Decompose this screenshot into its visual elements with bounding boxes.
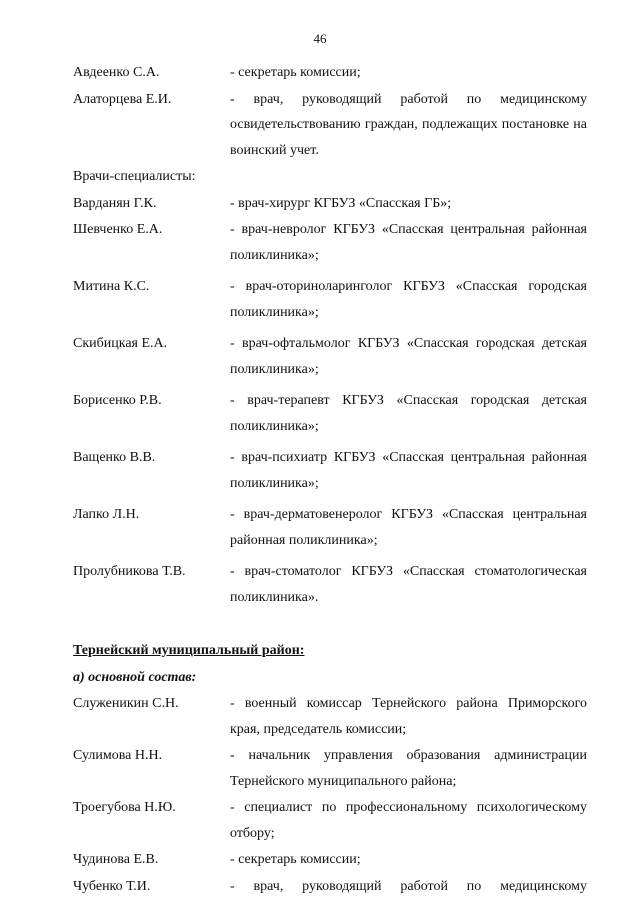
list-item (73, 331, 587, 382)
list-item (73, 191, 587, 217)
list-item (73, 559, 587, 610)
specialists-label: Врачи-специалисты: (73, 169, 196, 184)
member-name: Ващенко В.В. (73, 450, 156, 465)
list-item (73, 502, 587, 553)
member-name: Скибицкая Е.А. (73, 336, 168, 351)
page-content (73, 60, 587, 899)
list-item (73, 217, 587, 268)
list-item (73, 691, 587, 742)
list-item (73, 445, 587, 496)
member-role: - врач, руководящий работой по медицинскому (230, 878, 587, 894)
page-number: 46 (313, 31, 327, 46)
member-role: - врач-оториноларинголог КГБУЗ «Спасская городская поликлиника»; (230, 279, 587, 320)
member-name: Пролубникова Т.В. (73, 564, 186, 579)
member-role: - врач-невролог КГБУЗ «Спасская центральная районная поликлиника»; (230, 222, 587, 263)
member-role: - врач-дерматовенеролог КГБУЗ «Спасская центральная районная поликлиника»; (230, 507, 587, 548)
member-role: - начальник управления образования администрации Тернейского муниципального района; (230, 748, 587, 789)
member-name: Чудинова Е.В. (73, 852, 159, 867)
member-name: Алаторцева Е.И. (73, 91, 172, 107)
list-item (73, 87, 587, 164)
member-name: Митина К.С. (73, 279, 150, 294)
member-role: - врач-хирург КГБУЗ «Спасская ГБ»; (230, 195, 452, 211)
member-name: Служеникин С.Н. (73, 696, 179, 711)
member-role: - врач-офтальмолог КГБУЗ «Спасская городская детская поликлиника»; (230, 336, 587, 377)
subsection-heading: а) основной состав: (73, 669, 197, 685)
member-role: - врач, руководящий работой по медицинскому освидетельствованию граждан, подлежащих постановке на воинский учет. (230, 91, 587, 158)
member-name: Варданян Г.К. (73, 195, 157, 211)
list-item (73, 274, 587, 325)
list-item (73, 795, 587, 846)
member-name: Авдеенко С.А. (73, 65, 160, 80)
list-item (73, 874, 587, 900)
member-name: Лапко Л.Н. (73, 507, 140, 522)
list-item (73, 743, 587, 794)
list-item (73, 60, 587, 86)
member-name: Троегубова Н.Ю. (73, 800, 176, 815)
list-item (73, 847, 587, 873)
member-role: - специалист по профессиональному психологическому отбору; (230, 800, 587, 841)
member-name: Чубенко Т.И. (73, 878, 151, 894)
section-heading: Тернейский муниципальный район: (73, 643, 305, 658)
member-role: - врач-стоматолог КГБУЗ «Спасская стоматологическая поликлиника». (230, 564, 587, 605)
member-role: - врач-терапевт КГБУЗ «Спасская городская детская поликлиника»; (230, 393, 587, 434)
member-role: - военный комиссар Тернейского района Приморского края, председатель комиссии; (230, 696, 587, 737)
member-role: - врач-психиатр КГБУЗ «Спасская центральная районная поликлиника»; (230, 450, 587, 491)
list-item (73, 388, 587, 439)
member-name: Борисенко Р.В. (73, 393, 162, 408)
member-name: Шевченко Е.А. (73, 222, 163, 237)
member-role: - секретарь комиссии; (230, 65, 361, 80)
member-name: Сулимова Н.Н. (73, 748, 163, 763)
member-role: - секретарь комиссии; (230, 852, 361, 867)
